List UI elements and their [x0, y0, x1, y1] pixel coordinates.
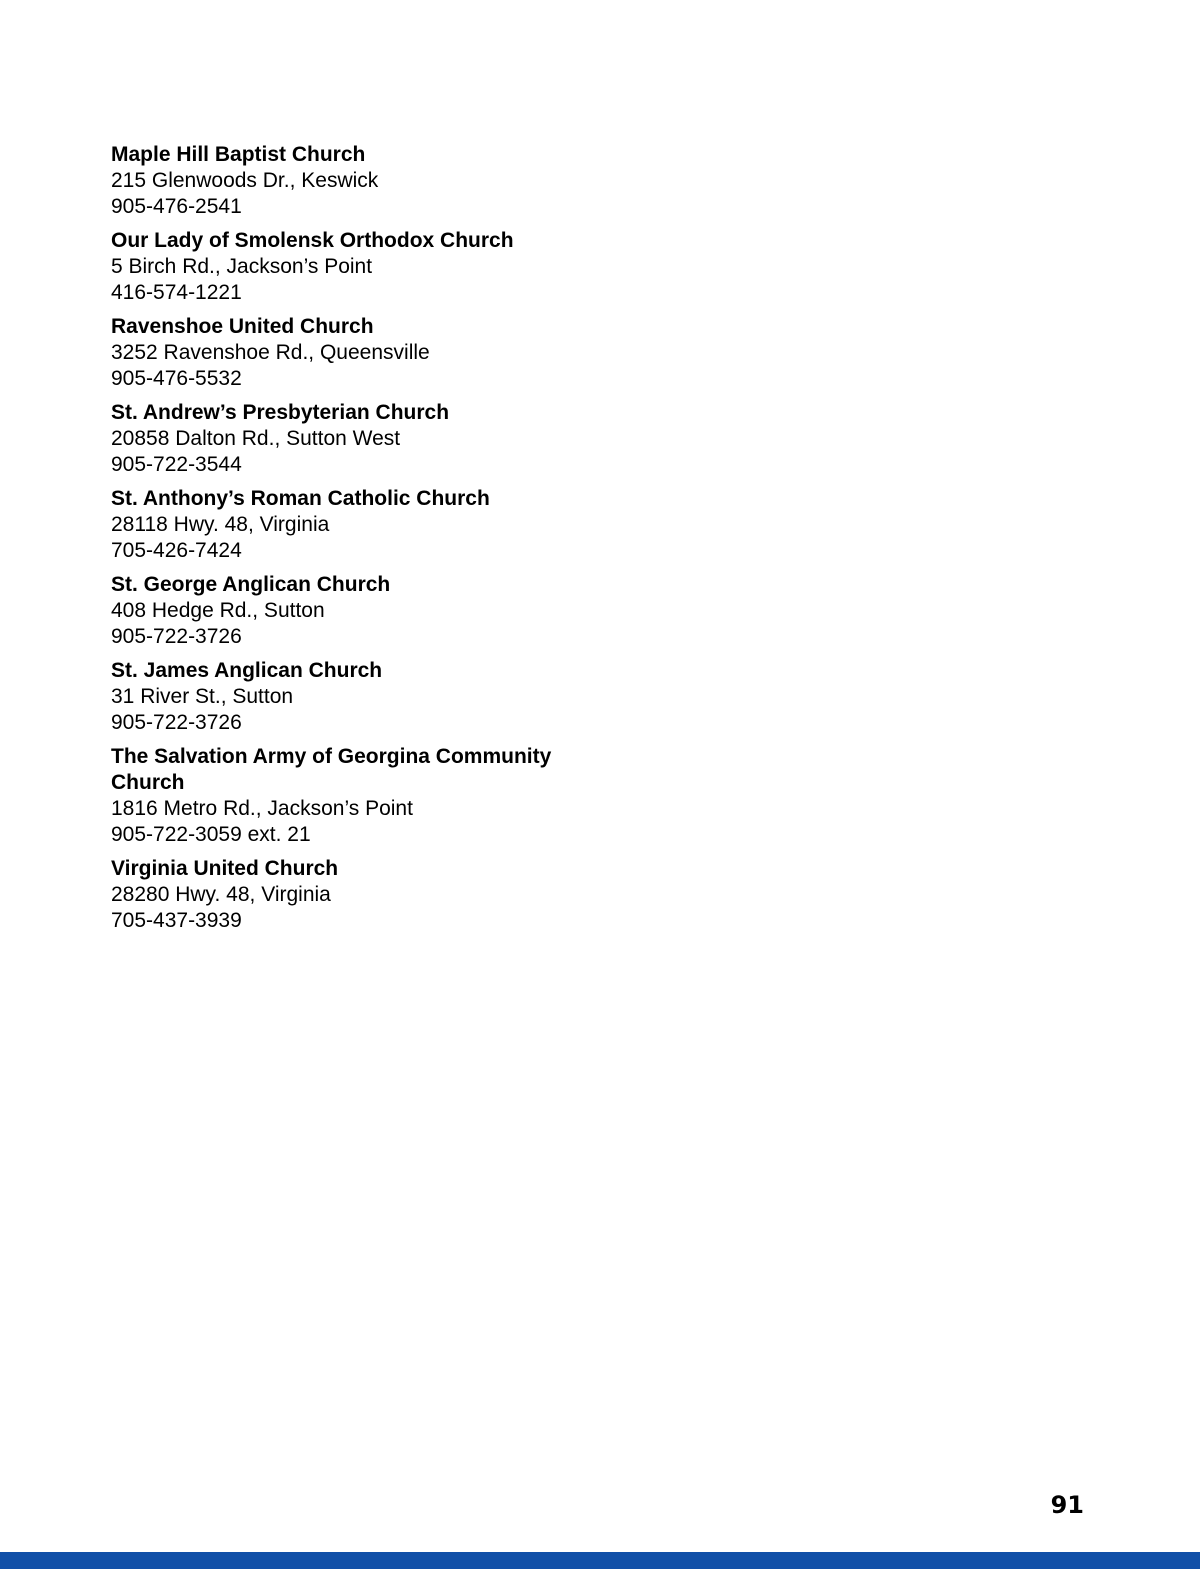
entry-address: 408 Hedge Rd., Sutton [111, 599, 325, 622]
entry-name: Maple Hill Baptist Church [111, 143, 366, 166]
entry-phone: 905-722-3544 [111, 453, 242, 476]
directory-entry [111, 856, 581, 934]
entry-phone: 905-476-5532 [111, 367, 242, 390]
directory-entry [111, 658, 581, 736]
entry-name: St. George Anglican Church [111, 573, 391, 596]
entry-address: 1816 Metro Rd., Jackson’s Point [111, 797, 413, 820]
directory-entry [111, 486, 581, 564]
page-number: 91 [1050, 1491, 1084, 1519]
entry-phone: 705-426-7424 [111, 539, 242, 562]
directory-entry [111, 744, 581, 848]
directory-entry [111, 400, 581, 478]
directory-entry [111, 572, 581, 650]
entry-address: 20858 Dalton Rd., Sutton West [111, 427, 401, 450]
entry-address: 3252 Ravenshoe Rd., Queensville [111, 341, 430, 364]
entry-address: 5 Birch Rd., Jackson’s Point [111, 255, 373, 278]
entry-name: St. James Anglican Church [111, 659, 383, 682]
entry-name: Ravenshoe United Church [111, 315, 374, 338]
entry-phone: 905-722-3726 [111, 711, 242, 734]
entry-address: 28118 Hwy. 48, Virginia [111, 513, 330, 536]
entry-name: The Salvation Army of Georgina Community Church [111, 745, 552, 794]
entry-phone: 705-437-3939 [111, 909, 242, 932]
entry-phone: 416-574-1221 [111, 281, 242, 304]
entry-name: Our Lady of Smolensk Orthodox Church [111, 229, 514, 252]
church-directory [111, 142, 581, 942]
entry-address: 28280 Hwy. 48, Virginia [111, 883, 331, 906]
directory-entry [111, 142, 581, 220]
directory-entry [111, 314, 581, 392]
footer-bar [0, 1552, 1200, 1569]
entry-phone: 905-722-3059 ext. 21 [111, 823, 311, 846]
entry-phone: 905-722-3726 [111, 625, 242, 648]
entry-name: St. Andrew’s Presbyterian Church [111, 401, 450, 424]
directory-entry [111, 228, 581, 306]
entry-phone: 905-476-2541 [111, 195, 242, 218]
entry-address: 31 River St., Sutton [111, 685, 294, 708]
entry-name: Virginia United Church [111, 857, 339, 880]
entry-name: St. Anthony’s Roman Catholic Church [111, 487, 490, 510]
entry-address: 215 Glenwoods Dr., Keswick [111, 169, 379, 192]
